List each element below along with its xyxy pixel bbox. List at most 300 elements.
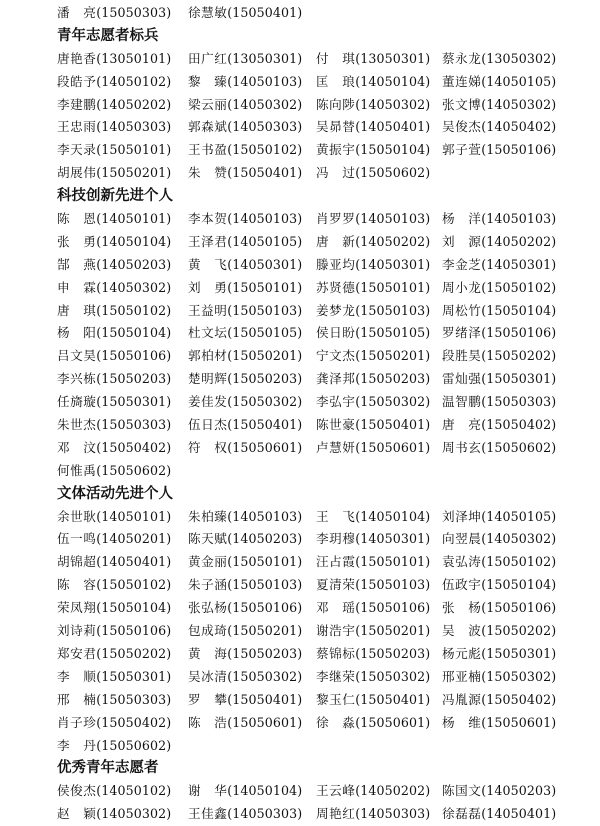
- class-code: (15050302): [355, 394, 431, 410]
- name-entry: [57, 780, 171, 803]
- class-code: (15050401): [355, 417, 431, 433]
- name-entry: [316, 414, 430, 437]
- person-name: 邓 汶: [57, 439, 97, 455]
- class-code: (15050106): [481, 142, 557, 158]
- name-entry: [57, 277, 171, 300]
- class-code: (14050302): [96, 279, 172, 295]
- person-name: 付 琪: [316, 50, 356, 66]
- person-name: 何惟禹: [57, 462, 97, 478]
- person-name: 杨 阳: [57, 325, 97, 341]
- class-code: (15050202): [96, 645, 172, 661]
- person-name: 匡 琅: [316, 73, 356, 89]
- person-name: 黄 飞: [188, 256, 228, 272]
- name-entry: [57, 712, 171, 735]
- person-name: 唐 亮: [442, 417, 482, 433]
- name-entry: [442, 231, 556, 254]
- class-code: (14050302): [481, 531, 557, 547]
- class-code: (15050202): [481, 623, 557, 639]
- name-entry: [57, 368, 171, 391]
- name-entry: [188, 208, 302, 231]
- name-entry: [316, 162, 430, 185]
- person-name: 黄 海: [188, 645, 228, 661]
- person-name: 陈天赋: [188, 531, 228, 547]
- name-entry: [442, 48, 556, 71]
- person-name: 荣凤翔: [57, 600, 97, 616]
- name-entry: [442, 414, 556, 437]
- person-name: 刘 源: [442, 233, 482, 249]
- person-name: 郑安君: [57, 645, 97, 661]
- class-code: (15050602): [355, 165, 431, 181]
- person-name: 唐 琪: [57, 302, 97, 318]
- person-name: 朱子涵: [188, 577, 228, 593]
- name-list-row: [0, 208, 600, 231]
- name-list-row: [0, 116, 600, 139]
- name-entry: [442, 506, 556, 529]
- name-entry: [188, 368, 302, 391]
- name-entry: [188, 48, 302, 71]
- name-entry: [57, 322, 171, 345]
- person-name: 吴冰清: [188, 668, 228, 684]
- class-code: (15050602): [96, 462, 172, 478]
- person-name: 罗 攀: [188, 691, 228, 707]
- name-entry: [57, 735, 171, 758]
- name-entry: [57, 643, 171, 666]
- person-name: 肖罗罗: [316, 211, 356, 227]
- name-list-row: [0, 528, 600, 551]
- name-entry: [316, 551, 430, 574]
- person-name: 李继荣: [316, 668, 356, 684]
- class-code: (14050303): [96, 119, 172, 135]
- name-entry: [188, 551, 302, 574]
- person-name: 徐磊磊: [442, 806, 482, 822]
- name-entry: [316, 231, 430, 254]
- name-entry: [57, 94, 171, 117]
- class-code: (15050102): [481, 554, 557, 570]
- name-entry: [442, 597, 556, 620]
- name-entry: [188, 71, 302, 94]
- person-name: 李玥穆: [316, 531, 356, 547]
- person-name: 郜 燕: [57, 256, 97, 272]
- class-code: (13050302): [481, 50, 557, 66]
- person-name: 郭森斌: [188, 119, 228, 135]
- name-entry: [57, 231, 171, 254]
- name-entry: [57, 620, 171, 643]
- class-code: (15050203): [227, 371, 303, 387]
- class-code: (14050401): [96, 554, 172, 570]
- person-name: 吕文昊: [57, 348, 97, 364]
- class-code: (14050101): [96, 508, 172, 524]
- name-entry: [188, 780, 302, 803]
- class-code: (15050301): [481, 371, 557, 387]
- class-code: (15050105): [355, 325, 431, 341]
- name-entry: [188, 139, 302, 162]
- name-list-row: [0, 414, 600, 437]
- class-code: (15050201): [227, 348, 303, 364]
- person-name: 朱 赞: [188, 165, 228, 181]
- person-name: 刘 勇: [188, 279, 228, 295]
- name-list-row: [0, 666, 600, 689]
- class-code: (14050303): [355, 806, 431, 822]
- name-entry: [316, 345, 430, 368]
- name-entry: [442, 345, 556, 368]
- person-name: 包成琦: [188, 623, 228, 639]
- person-name: 赵 颖: [57, 806, 97, 822]
- class-code: (14050202): [355, 783, 431, 799]
- person-name: 吴 波: [442, 623, 482, 639]
- name-list-row: [0, 345, 600, 368]
- person-name: 邢 楠: [57, 691, 97, 707]
- class-code: (14050303): [227, 806, 303, 822]
- name-entry: [442, 391, 556, 414]
- class-code: (14050302): [481, 96, 557, 112]
- name-entry: [442, 254, 556, 277]
- name-entry: [316, 574, 430, 597]
- person-name: 余世耿: [57, 508, 97, 524]
- name-entry: [442, 689, 556, 712]
- class-code: (15050106): [96, 348, 172, 364]
- class-code: (14050105): [481, 73, 557, 89]
- class-code: (14050104): [355, 73, 431, 89]
- person-name: 黄振宇: [316, 142, 356, 158]
- person-name: 杨 洋: [442, 211, 482, 227]
- section-heading: 文体活动先进个人: [57, 484, 173, 502]
- person-name: 陈向陟: [316, 96, 356, 112]
- class-code: (15050102): [227, 142, 303, 158]
- person-name: 冯 过: [316, 165, 356, 181]
- name-list-row: [0, 437, 600, 460]
- class-code: (15050104): [96, 325, 172, 341]
- name-entry: [57, 414, 171, 437]
- name-list-row: [0, 803, 600, 826]
- class-code: (15050301): [96, 668, 172, 684]
- class-code: (14050103): [227, 508, 303, 524]
- person-name: 张弘杨: [188, 600, 228, 616]
- class-code: (14050301): [355, 256, 431, 272]
- class-code: (15050402): [481, 691, 557, 707]
- name-list-row: [0, 689, 600, 712]
- name-entry: [316, 597, 430, 620]
- class-code: (14050303): [227, 119, 303, 135]
- person-name: 段皓予: [57, 73, 97, 89]
- class-code: (15050101): [227, 554, 303, 570]
- class-code: (14050203): [96, 256, 172, 272]
- class-code: (15050401): [227, 417, 303, 433]
- class-code: (15050401): [227, 5, 303, 20]
- name-entry: [57, 116, 171, 139]
- class-code: (15050601): [227, 714, 303, 730]
- class-code: (15050303): [96, 417, 172, 433]
- person-name: 蔡永龙: [442, 50, 482, 66]
- name-list-row: [0, 254, 600, 277]
- person-name: 邢亚楠: [442, 668, 482, 684]
- name-list-row: [0, 712, 600, 735]
- class-code: (15050106): [227, 600, 303, 616]
- person-name: 夏清荣: [316, 577, 356, 593]
- class-code: (15050601): [481, 714, 557, 730]
- class-code: (15050104): [96, 600, 172, 616]
- class-code: (15050201): [96, 165, 172, 181]
- person-name: 黎 臻: [188, 73, 228, 89]
- name-list-row: [0, 506, 600, 529]
- person-name: 周松竹: [442, 302, 482, 318]
- class-code: (14050201): [96, 531, 172, 547]
- class-code: (15050601): [355, 714, 431, 730]
- person-name: 谢 华: [188, 783, 228, 799]
- person-name: 符 权: [188, 439, 228, 455]
- name-list-row: [0, 460, 600, 483]
- class-code: (14050104): [96, 233, 172, 249]
- person-name: 李金芝: [442, 256, 482, 272]
- name-list-row: [0, 139, 600, 162]
- class-code: (15050303): [96, 691, 172, 707]
- name-entry: [442, 368, 556, 391]
- class-code: (14050101): [96, 211, 172, 227]
- person-name: 任旖璇: [57, 394, 97, 410]
- name-entry: [57, 666, 171, 689]
- class-code: (14050301): [227, 256, 303, 272]
- name-entry: [57, 71, 171, 94]
- person-name: 郭柏材: [188, 348, 228, 364]
- person-name: 唐 新: [316, 233, 356, 249]
- person-name: 向翌晨: [442, 531, 482, 547]
- person-name: 滕亚均: [316, 256, 356, 272]
- person-name: 张 勇: [57, 233, 97, 249]
- class-code: (15050601): [227, 439, 303, 455]
- name-entry: [57, 391, 171, 414]
- name-entry: [442, 139, 556, 162]
- name-entry: [442, 574, 556, 597]
- person-name: 王泽君: [188, 233, 228, 249]
- person-name: 徐 淼: [316, 714, 356, 730]
- name-entry: [57, 597, 171, 620]
- class-code: (14050202): [355, 233, 431, 249]
- class-code: (15050402): [481, 417, 557, 433]
- name-entry: [316, 506, 430, 529]
- name-entry: [57, 139, 171, 162]
- name-entry: [188, 94, 302, 117]
- person-name: 蔡锦标: [316, 645, 356, 661]
- class-code: (14050302): [96, 806, 172, 822]
- person-name: 杜文坛: [188, 325, 228, 341]
- name-entry: [316, 391, 430, 414]
- name-entry: [442, 551, 556, 574]
- person-name: 宁文杰: [316, 348, 356, 364]
- person-name: 王益明: [188, 302, 228, 318]
- person-name: 王忠雨: [57, 119, 97, 135]
- name-entry: [442, 437, 556, 460]
- section-heading: 优秀青年志愿者: [57, 759, 159, 777]
- name-entry: [188, 162, 302, 185]
- name-list-row: [0, 71, 600, 94]
- class-code: (13050301): [227, 50, 303, 66]
- class-code: (15050203): [355, 645, 431, 661]
- class-code: (15050203): [96, 371, 172, 387]
- person-name: 谢浩宇: [316, 623, 356, 639]
- person-name: 胡锦超: [57, 554, 97, 570]
- name-entry: [188, 322, 302, 345]
- class-code: (14050102): [96, 783, 172, 799]
- class-code: (15050201): [355, 348, 431, 364]
- person-name: 袁弘涛: [442, 554, 482, 570]
- person-name: 陈 浩: [188, 714, 228, 730]
- person-name: 刘诗莉: [57, 623, 97, 639]
- person-name: 梁云丽: [188, 96, 228, 112]
- name-entry: [442, 712, 556, 735]
- name-entry: [188, 506, 302, 529]
- class-code: (15050302): [481, 668, 557, 684]
- name-entry: [57, 460, 171, 483]
- name-entry: [57, 528, 171, 551]
- name-list-row: [0, 368, 600, 391]
- person-name: 杨 维: [442, 714, 482, 730]
- person-name: 罗绪泽: [442, 325, 482, 341]
- class-code: (15050301): [481, 645, 557, 661]
- class-code: (15050202): [481, 348, 557, 364]
- name-entry: [57, 689, 171, 712]
- name-entry: [188, 2, 302, 25]
- person-name: 张 杨: [442, 600, 482, 616]
- class-code: (15050102): [481, 279, 557, 295]
- person-name: 陈 恩: [57, 211, 97, 227]
- name-entry: [188, 712, 302, 735]
- person-name: 董连娣: [442, 73, 482, 89]
- name-entry: [57, 506, 171, 529]
- name-entry: [316, 300, 430, 323]
- name-entry: [188, 666, 302, 689]
- class-code: (15050103): [355, 577, 431, 593]
- person-name: 李 丹: [57, 737, 97, 753]
- name-entry: [442, 116, 556, 139]
- class-code: (14050103): [227, 73, 303, 89]
- name-entry: [442, 528, 556, 551]
- person-name: 侯日盼: [316, 325, 356, 341]
- class-code: (14050202): [96, 96, 172, 112]
- name-entry: [57, 208, 171, 231]
- name-entry: [316, 666, 430, 689]
- name-entry: [442, 780, 556, 803]
- class-code: (14050103): [355, 211, 431, 227]
- person-name: 楚明辉: [188, 371, 228, 387]
- person-name: 李兴栋: [57, 371, 97, 387]
- name-list-row: [0, 277, 600, 300]
- name-entry: [316, 208, 430, 231]
- person-name: 刘泽坤: [442, 508, 482, 524]
- name-entry: [57, 300, 171, 323]
- class-code: (15050401): [227, 691, 303, 707]
- name-list-row: [0, 597, 600, 620]
- class-code: (15050302): [227, 668, 303, 684]
- name-entry: [188, 643, 302, 666]
- person-name: 李建鹏: [57, 96, 97, 112]
- name-entry: [442, 300, 556, 323]
- name-entry: [442, 666, 556, 689]
- name-entry: [316, 139, 430, 162]
- name-entry: [442, 208, 556, 231]
- name-entry: [188, 391, 302, 414]
- class-code: (15050104): [355, 142, 431, 158]
- class-code: (15050102): [96, 302, 172, 318]
- name-entry: [188, 803, 302, 826]
- name-entry: [316, 277, 430, 300]
- class-code: (15050203): [355, 371, 431, 387]
- name-entry: [316, 620, 430, 643]
- person-name: 朱世杰: [57, 417, 97, 433]
- class-code: (15050402): [96, 714, 172, 730]
- person-name: 雷灿强: [442, 371, 482, 387]
- name-list-row: [0, 94, 600, 117]
- person-name: 王书盈: [188, 142, 228, 158]
- name-list-row: [0, 551, 600, 574]
- name-entry: [316, 712, 430, 735]
- name-entry: [316, 94, 430, 117]
- name-entry: [316, 368, 430, 391]
- class-code: (14050302): [227, 96, 303, 112]
- person-name: 胡展伟: [57, 165, 97, 181]
- class-code: (14050105): [481, 508, 557, 524]
- name-entry: [57, 437, 171, 460]
- name-list-row: [0, 391, 600, 414]
- name-list-row: [0, 322, 600, 345]
- name-entry: [316, 643, 430, 666]
- name-entry: [316, 803, 430, 826]
- person-name: 申 霖: [57, 279, 97, 295]
- class-code: (15050602): [96, 737, 172, 753]
- class-code: (15050201): [355, 623, 431, 639]
- person-name: 黎玉仁: [316, 691, 356, 707]
- name-entry: [442, 620, 556, 643]
- section-heading: 科技创新先进个人: [57, 187, 173, 205]
- person-name: 黄金丽: [188, 554, 228, 570]
- class-code: (14050402): [481, 119, 557, 135]
- class-code: (14050103): [227, 211, 303, 227]
- name-entry: [57, 551, 171, 574]
- class-code: (13050301): [355, 50, 431, 66]
- class-code: (14050401): [481, 806, 557, 822]
- class-code: (15050201): [227, 623, 303, 639]
- person-name: 周书玄: [442, 439, 482, 455]
- person-name: 潘 亮: [57, 5, 97, 20]
- person-name: 王 飞: [316, 508, 356, 524]
- class-code: (15050302): [227, 394, 303, 410]
- class-code: (15050103): [227, 302, 303, 318]
- person-name: 田广红: [188, 50, 228, 66]
- class-code: (15050402): [96, 439, 172, 455]
- person-name: 李本贺: [188, 211, 228, 227]
- person-name: 周艳红: [316, 806, 356, 822]
- class-code: (15050302): [355, 668, 431, 684]
- person-name: 陈 容: [57, 577, 97, 593]
- class-code: (14050102): [96, 73, 172, 89]
- name-entry: [188, 345, 302, 368]
- class-code: (15050102): [96, 577, 172, 593]
- person-name: 王佳鑫: [188, 806, 228, 822]
- person-name: 吴昴替: [316, 119, 356, 135]
- name-entry: [188, 528, 302, 551]
- person-name: 郭子萱: [442, 142, 482, 158]
- section-heading: 青年志愿者标兵: [57, 26, 159, 44]
- name-entry: [188, 116, 302, 139]
- name-entry: [442, 71, 556, 94]
- name-entry: [316, 254, 430, 277]
- class-code: (14050301): [355, 531, 431, 547]
- class-code: (15050103): [355, 302, 431, 318]
- name-entry: [316, 780, 430, 803]
- name-entry: [188, 231, 302, 254]
- person-name: 李天录: [57, 142, 97, 158]
- class-code: (14050203): [481, 783, 557, 799]
- name-entry: [188, 597, 302, 620]
- person-name: 陈世豪: [316, 417, 356, 433]
